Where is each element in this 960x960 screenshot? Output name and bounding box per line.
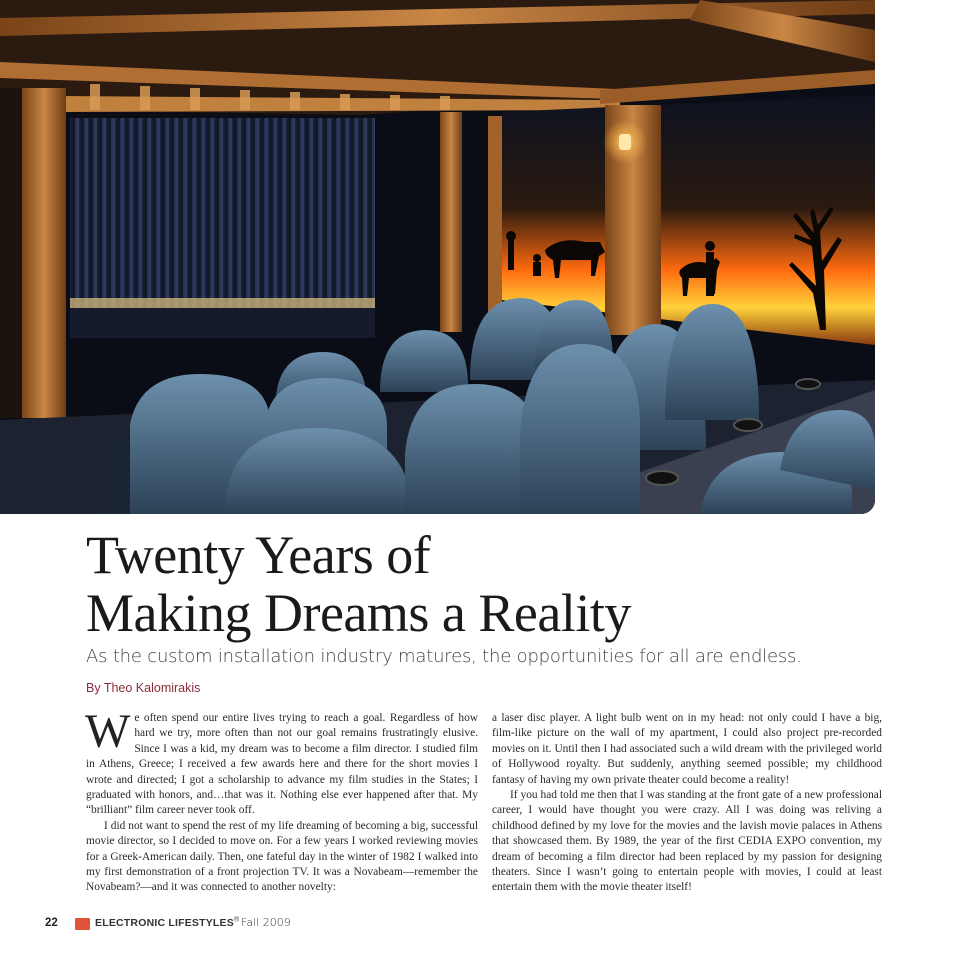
article-deck: As the custom installation industry matures, the opportunities for all are endless. <box>86 646 802 667</box>
cedia-logo-icon <box>75 918 90 930</box>
magazine-footer <box>95 916 291 929</box>
drop-cap: W <box>85 705 131 758</box>
home-theater-illustration <box>0 0 875 514</box>
byline: By Theo Kalomirakis <box>86 681 201 695</box>
registered-mark: ® <box>233 916 240 924</box>
paragraph-2: I did not want to spend the rest of my life dreaming of becoming a big, successful movie director, so I decided to move on. For a few years I worked reviewing movies for a Greek-American daily. Then, one fateful day in the winter of 1982 I walked into my first demonstration of a front projection TV. It was a Novabeam—remember the Novabeam?—and it was connected to another novelty: <box>86 819 478 894</box>
paragraph-1-text: e often spend our entire lives trying to reach a goal. Regardless of how hard we try, more often than not our goal remains frustratingly elusive. Since I was a kid, my dream was to become a film director. I studied film in Athens, Greece; I received a few awards here and there for the short movies I wrote and directed; I got a scholarship to advance my film studies in the States; I graduated with honors, and…that was it. Nothing else ever happened after that. My “brilliant” film career never took off. <box>86 712 478 817</box>
paragraph-1 <box>85 705 478 819</box>
page-number: 22 <box>45 917 58 929</box>
hero-photo <box>0 0 875 514</box>
issue-label: Fall 2009 <box>241 916 291 929</box>
article-headline <box>86 526 886 642</box>
headline-line-2: Making Dreams a Reality <box>86 583 631 643</box>
paragraph-3: a laser disc player. A light bulb went on in my head: not only could I have a big, film-like picture on the wall of my apartment, I could also project pre-recorded movies on it. Until then I had associated such a wild dream with the privileged world of Hollywood royalty. But suddenly, anything seemed possible; my childhood fantasy of having my own private theater could become a reality! <box>492 712 882 786</box>
body-column-left <box>85 705 478 896</box>
magazine-name: ELECTRONIC LIFESTYLES <box>95 917 234 929</box>
headline-line-1: Twenty Years of <box>86 525 431 585</box>
body-column-right <box>492 711 882 896</box>
paragraph-4: If you had told me then that I was standing at the front gate of a new professional career, I would have thought you were crazy. All I was doing was reliving a childhood defined by my love for the movies and the lavish movie palaces in Athens that showcased them. By 1989, the year of the first CEDIA EXPO convention, my dream of becoming a film director had been replaced by my passion for designing theaters. Since I wasn’t going to entertain people with movies, I could at least entertain them with the movie theater itself! <box>492 789 882 894</box>
